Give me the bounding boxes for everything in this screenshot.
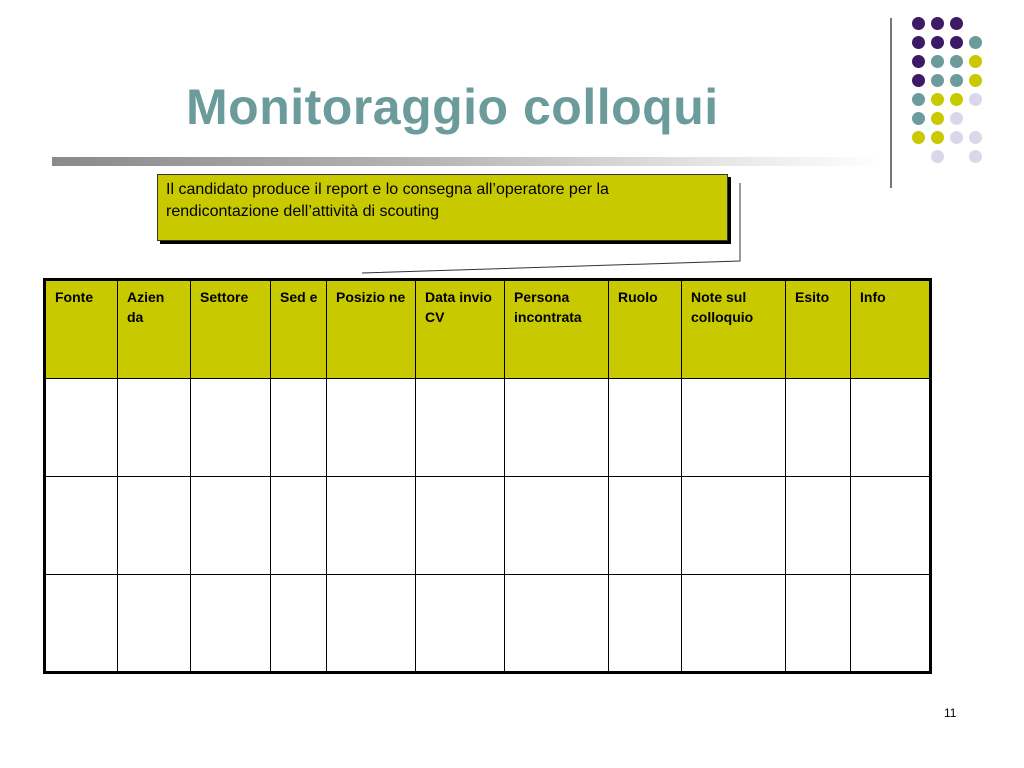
table-header-row bbox=[45, 280, 931, 379]
table-cell[interactable] bbox=[416, 477, 505, 575]
column-header-data-invio-cv: Data invio CV bbox=[416, 280, 505, 379]
column-header-note-sul-colloquio: Note sul colloquio bbox=[682, 280, 786, 379]
table-row bbox=[45, 477, 931, 575]
slide-title: Monitoraggio colloqui bbox=[186, 79, 719, 135]
table-cell[interactable] bbox=[271, 575, 327, 673]
table-cell[interactable] bbox=[851, 575, 931, 673]
column-header-esito: Esito bbox=[786, 280, 851, 379]
table-cell[interactable] bbox=[118, 477, 191, 575]
table-cell[interactable] bbox=[851, 379, 931, 477]
table-row bbox=[45, 575, 931, 673]
column-header-posizione: Posizio ne bbox=[327, 280, 416, 379]
table-cell[interactable] bbox=[191, 477, 271, 575]
monitoring-table bbox=[43, 278, 932, 674]
table-cell[interactable] bbox=[609, 379, 682, 477]
column-header-ruolo: Ruolo bbox=[609, 280, 682, 379]
column-header-azienda: Azien da bbox=[118, 280, 191, 379]
table-cell[interactable] bbox=[327, 379, 416, 477]
column-header-fonte: Fonte bbox=[45, 280, 118, 379]
table-cell[interactable] bbox=[416, 575, 505, 673]
table-cell[interactable] bbox=[682, 575, 786, 673]
table-cell[interactable] bbox=[45, 575, 118, 673]
table-cell[interactable] bbox=[45, 477, 118, 575]
page-number: 11 bbox=[944, 706, 957, 720]
table-cell[interactable] bbox=[682, 477, 786, 575]
table-cell[interactable] bbox=[191, 379, 271, 477]
table-cell[interactable] bbox=[271, 477, 327, 575]
column-header-persona-incontrata: Persona incontrata bbox=[505, 280, 609, 379]
table-cell[interactable] bbox=[682, 379, 786, 477]
column-header-info: Info bbox=[851, 280, 931, 379]
table-cell[interactable] bbox=[505, 477, 609, 575]
table-cell[interactable] bbox=[191, 575, 271, 673]
column-header-settore: Settore bbox=[191, 280, 271, 379]
callout-text: Il candidato produce il report e lo consegna all’operatore per la rendicontazione dell’attività di scouting bbox=[166, 181, 609, 220]
table-cell[interactable] bbox=[327, 477, 416, 575]
table-cell[interactable] bbox=[118, 575, 191, 673]
table-cell[interactable] bbox=[271, 379, 327, 477]
table-cell[interactable] bbox=[786, 379, 851, 477]
table-cell[interactable] bbox=[505, 575, 609, 673]
table-cell[interactable] bbox=[609, 477, 682, 575]
table-cell[interactable] bbox=[327, 575, 416, 673]
table-cell[interactable] bbox=[45, 379, 118, 477]
table-cell[interactable] bbox=[786, 477, 851, 575]
table-cell[interactable] bbox=[118, 379, 191, 477]
table-cell[interactable] bbox=[416, 379, 505, 477]
table-cell[interactable] bbox=[851, 477, 931, 575]
table-row bbox=[45, 379, 931, 477]
table-cell[interactable] bbox=[505, 379, 609, 477]
column-header-sede: Sed e bbox=[271, 280, 327, 379]
table-cell[interactable] bbox=[609, 575, 682, 673]
table-cell[interactable] bbox=[786, 575, 851, 673]
